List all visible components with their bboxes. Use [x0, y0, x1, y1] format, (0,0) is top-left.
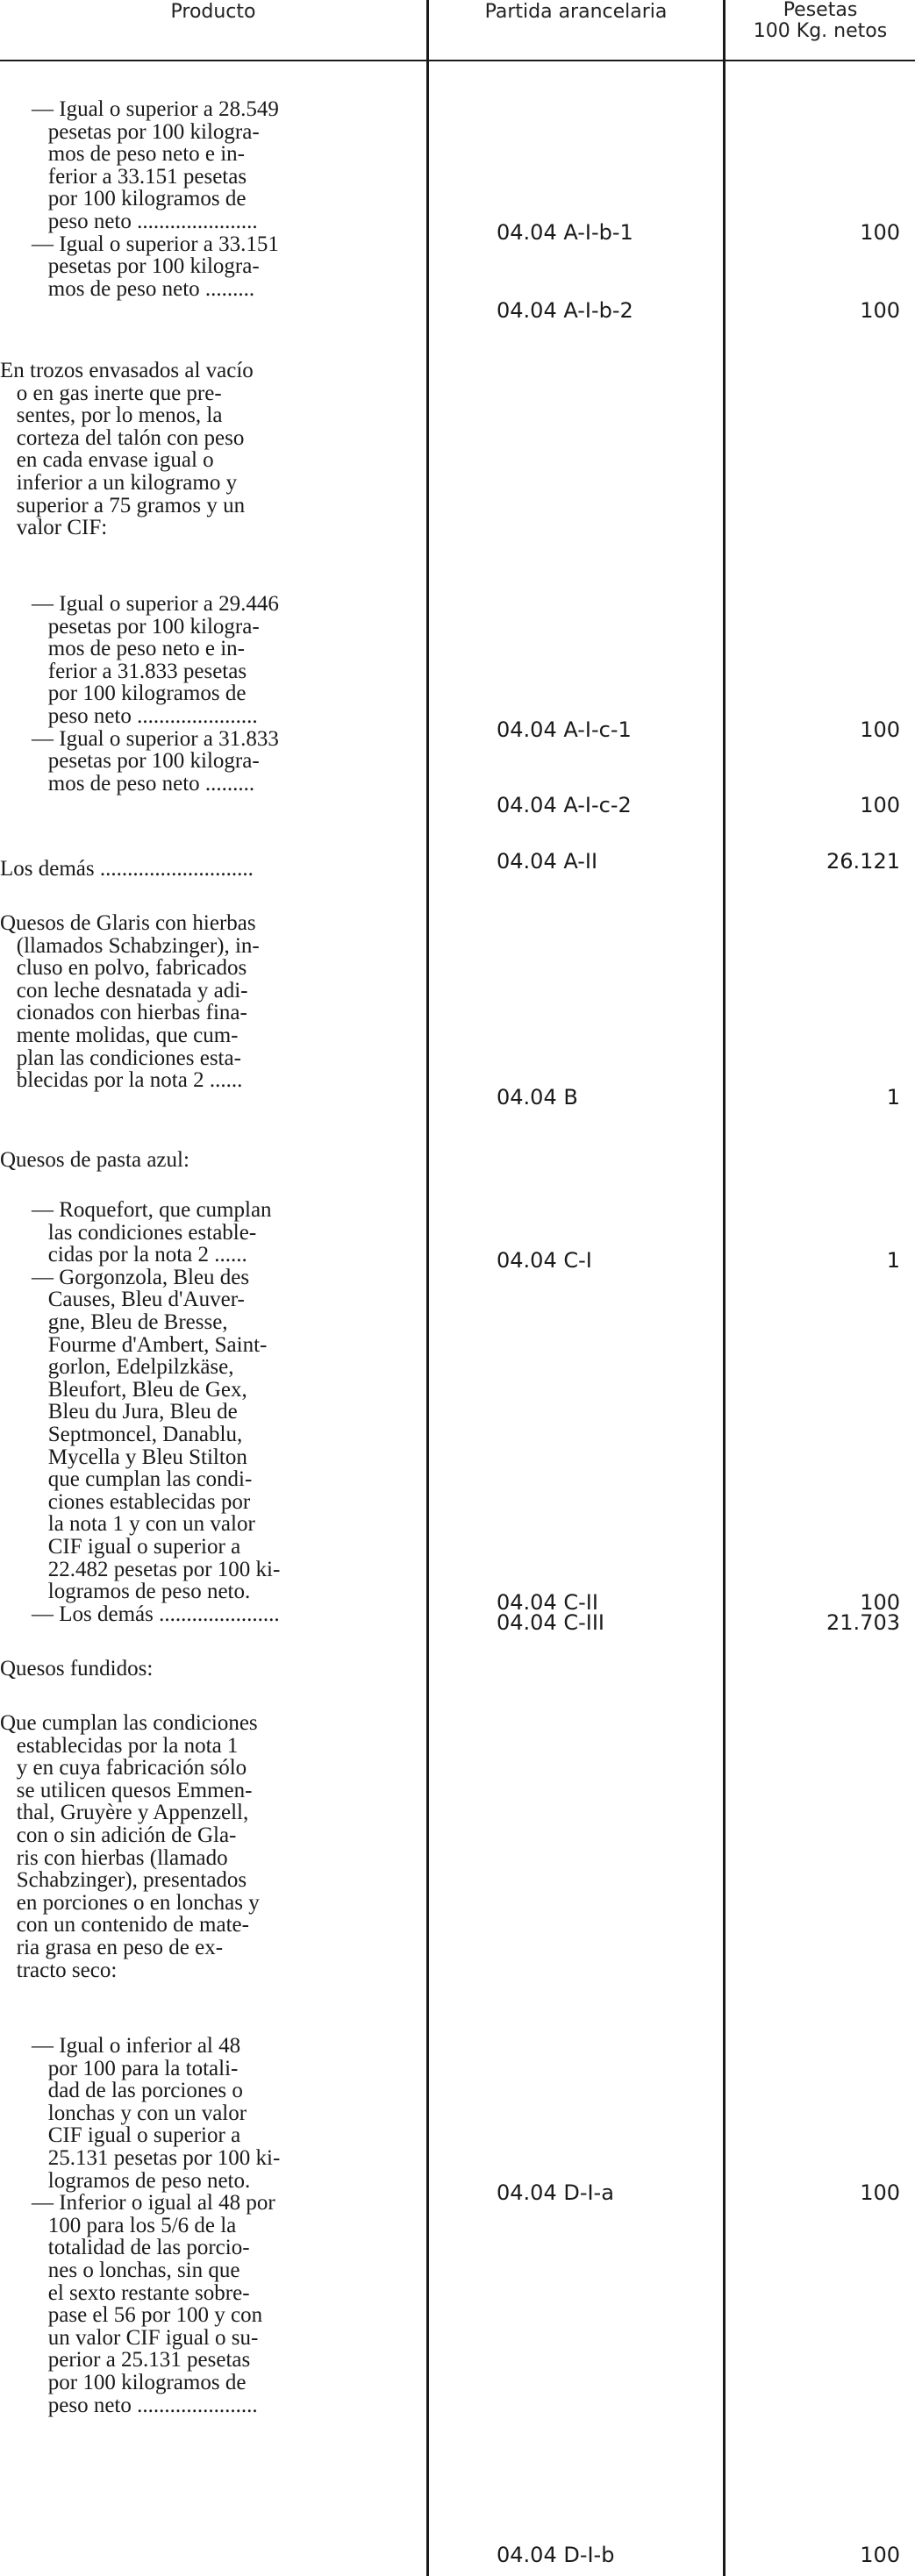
product-description: — Roquefort, que cumplan las condiciones estable- cidas por la nota 2 ...... — Gorgonzola, Bleu des Causes, Bleu d'Auver- gne, Bleu de Bresse, Fourme d'Ambert, Saint- gorlon, Edelpilzkäse, Bleufort, Bleu de Gex, Bleu du Jura, Bleu de Septmoncel, Danablu, Mycella y Bleu Stilton que cumplan las condi- ciones establecidas por la nota 1 y con un valor CIF igual o superior a 22.482 pesetas por 100 ki- logramos de peso neto. — Los demás ......................: [32, 1198, 281, 1626]
pesetas-value: 100: [860, 1590, 900, 1615]
partida-arancelaria: 04.04 A-I-c-2: [497, 793, 632, 817]
header-rule: [0, 60, 915, 61]
product-description: — Igual o superior a 28.549 pesetas por 100 kilogra- mos de peso neto e in- ferior a 33.151 pesetas por 100 kilogramos de peso neto ...................... — Igual o superior a 33.151 pesetas por 100 kilogra- mos de peso neto .........: [32, 97, 279, 301]
pesetas-header-line1: Pesetas: [783, 0, 858, 21]
pesetas-value: 26.121: [826, 849, 900, 874]
partida-arancelaria: 04.04 D-I-b: [497, 2543, 615, 2567]
partida-arancelaria: 04.04 C-I: [497, 1248, 592, 1273]
pesetas-value: 100: [860, 2543, 900, 2567]
product-description: Quesos fundidos:: [0, 1657, 154, 1680]
partida-arancelaria: 04.04 A-I-c-1: [497, 717, 632, 742]
pesetas-value: 1: [886, 1248, 900, 1273]
product-description: Los demás ............................: [0, 857, 254, 881]
partida-arancelaria: 04.04 B: [497, 1085, 578, 1110]
product-description: — Igual o superior a 29.446 pesetas por 100 kilogra- mos de peso neto e in- ferior a 31.833 pesetas por 100 kilogramos de peso neto ...................... — Igual o superior a 31.833 pesetas por 100 kilogra- mos de peso neto .........: [32, 592, 279, 796]
column-divider-right: [723, 0, 726, 2576]
partida-arancelaria: 04.04 A-I-b-2: [497, 298, 633, 323]
product-description: Que cumplan las condiciones establecidas por la nota 1 y en cuya fabricación sólo se utilicen quesos Emmen- thal, Gruyère y Appenzell, con o sin adición de Gla- ris con hierbas (llamado Schabzinger), presentados en porciones o en lonchas y con un contenido de mate- ria grasa en peso de ex- tracto seco:: [0, 1711, 260, 1982]
pesetas-value: 100: [860, 717, 900, 742]
pesetas-header-line2: 100 Kg. netos: [753, 20, 888, 42]
pesetas-value: 100: [860, 793, 900, 817]
partida-arancelaria: 04.04 C-II: [497, 1590, 598, 1615]
column-header-producto: Producto: [170, 1, 256, 23]
partida-arancelaria: 04.04 D-I-a: [497, 2180, 614, 2205]
pesetas-value: 100: [860, 220, 900, 245]
column-header-pesetas: [726, 0, 915, 42]
partida-arancelaria: 04.04 A-I-b-1: [497, 220, 633, 245]
product-description: Quesos de pasta azul:: [0, 1148, 189, 1172]
product-description: En trozos envasados al vacío o en gas inerte que pre- sentes, por lo menos, la corteza del talón con peso en cada envase igual o inferior a un kilogramo y superior a 75 gramos y un valor CIF:: [0, 359, 254, 540]
pesetas-value: 21.703: [826, 1610, 900, 1635]
pesetas-value: 1: [886, 1085, 900, 1110]
pesetas-value: 100: [860, 298, 900, 323]
column-divider-left: [426, 0, 429, 2576]
column-header-partida: Partida arancelaria: [484, 1, 668, 23]
product-description: Quesos de Glaris con hierbas (llamados Schabzinger), in- cluso en polvo, fabricados con leche desnatada y adi- cionados con hierbas fina- mente molidas, que cum- plan las condiciones esta- blecidas por la nota 2 ......: [0, 911, 260, 1093]
partida-arancelaria: 04.04 C-III: [497, 1610, 604, 1635]
product-description: — Igual o inferior al 48 por 100 para la totali- dad de las porciones o lonchas y con un valor CIF igual o superior a 25.131 pesetas por 100 ki- logramos de peso neto. — Inferior o igual al 48 por 100 para los 5/6 de la totalidad de las porcio- nes o lonchas, sin que el sexto restante sobre- pase el 56 por 100 y con un valor CIF igual o su- perior a 25.131 pesetas por 100 kilogramos de peso neto ......................: [32, 2034, 281, 2417]
partida-arancelaria: 04.04 A-II: [497, 849, 598, 874]
pesetas-value: 100: [860, 2180, 900, 2205]
